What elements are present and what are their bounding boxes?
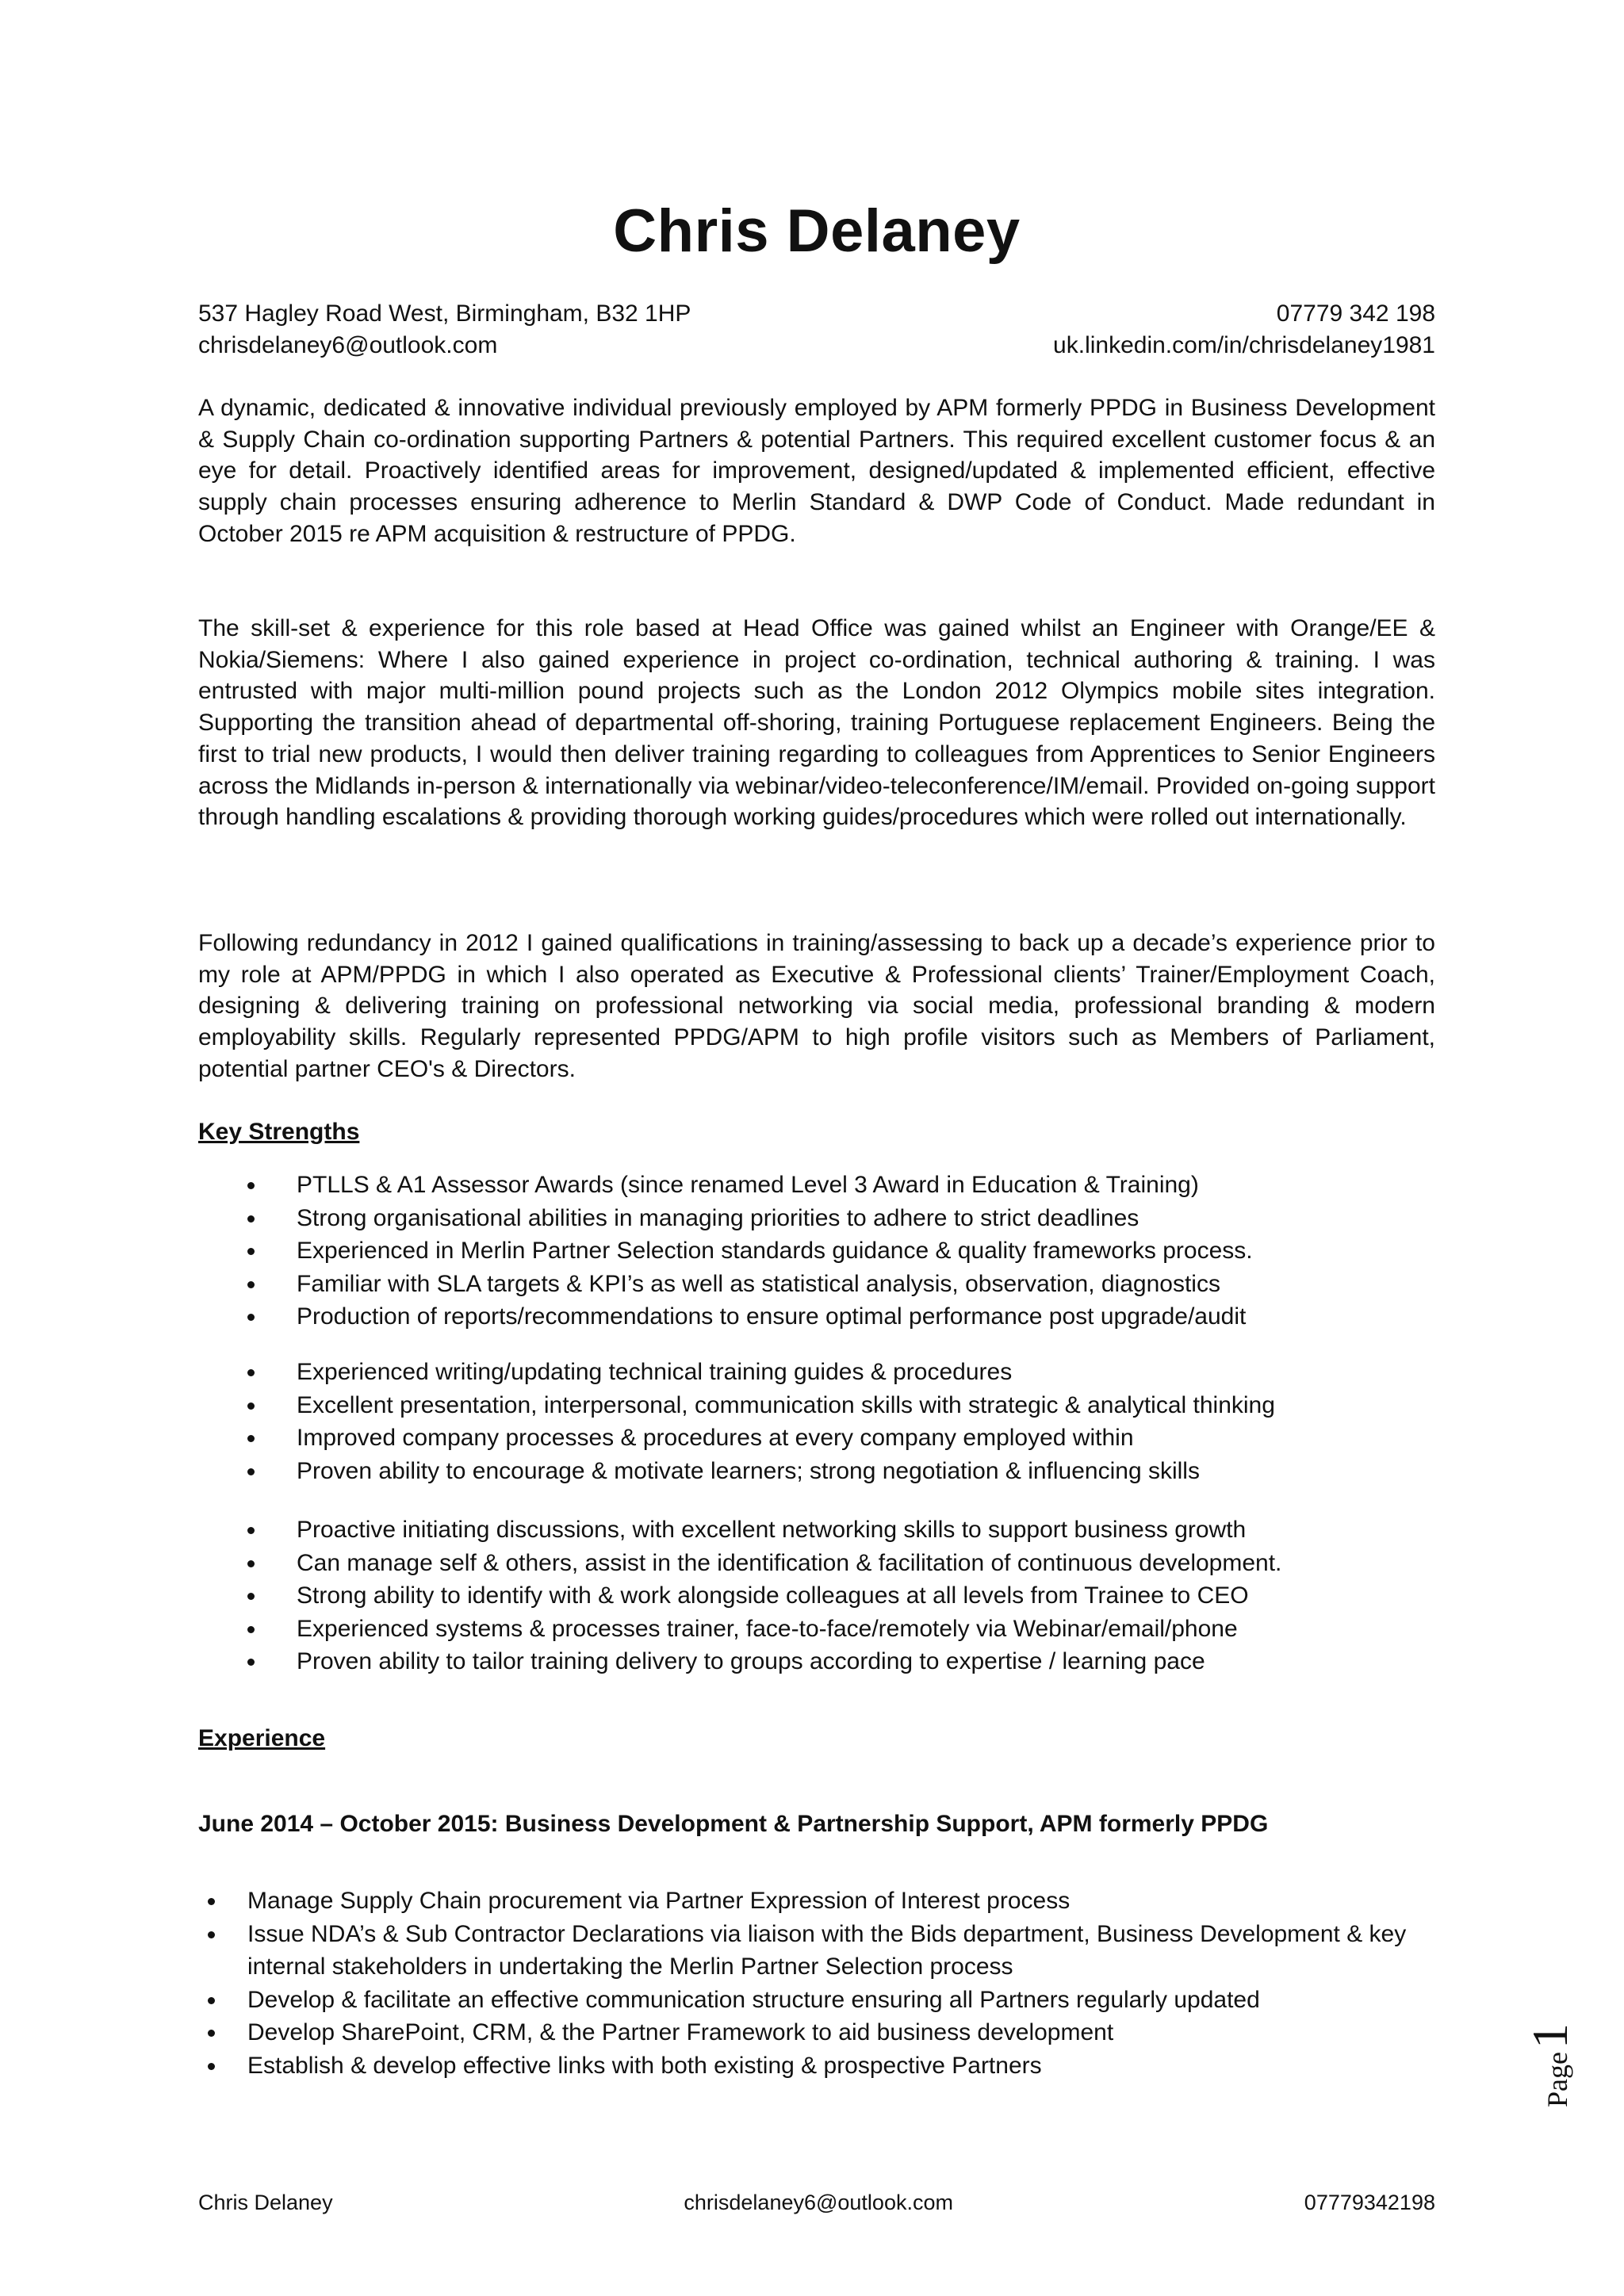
email: chrisdelaney6@outlook.com — [198, 332, 498, 358]
list-item: Issue NDA’s & Sub Contractor Declarations via liaison with the Bids department, Business Development & key internal stakeholders in undertaking the Merlin Partner Selection process — [198, 1918, 1435, 1984]
list-item: Experienced writing/updating technical training guides & procedures — [198, 1356, 1435, 1389]
bullet-icon — [208, 1898, 215, 1905]
list-item: Experienced systems & processes trainer, face-to-face/remotely via Webinar/email/phone — [198, 1613, 1435, 1646]
job-duties-list — [198, 1885, 1435, 2082]
page-label: Page — [1542, 2052, 1573, 2107]
footer-phone: 07779342198 — [1304, 2191, 1435, 2214]
bullet-icon — [247, 1468, 255, 1475]
bullet-icon — [247, 1182, 255, 1189]
linkedin: uk.linkedin.com/in/chrisdelaney1981 — [1053, 332, 1435, 358]
experience-heading: Experience — [198, 1725, 326, 1751]
job-title: June 2014 – October 2015: Business Development & Partnership Support, APM formerly PPDG — [198, 1811, 1269, 1837]
summary-paragraph-2: The skill-set & experience for this role based at Head Office was gained whilst an Engineer with Orange/EE & Nokia/Siemens: Where I also gained experience in project co-ordination, technical authoring & training. I was entrusted with major multi-million pound projects such as the London 2012 Olympics mobile sites integration. Supporting the transition ahead of departmental off-shoring, training Portuguese replacement Engineers. Being the first to trial new products, I would then deliver training regarding to colleagues from Apprentices to Senior Engineers across the Midlands in-person & internationally via webinar/video-teleconference/IM/email. Provided on-going support through handling escalations & providing thorough working guides/procedures which were rolled out internationally. — [198, 615, 1435, 831]
list-item: Production of reports/recommendations to ensure optimal performance post upgrade/audit — [198, 1300, 1435, 1334]
bullet-icon — [247, 1593, 255, 1600]
footer-name: Chris Delaney — [198, 2191, 333, 2214]
summary-paragraph-1: A dynamic, dedicated & innovative individual previously employed by APM formerly PPDG in Business Development & Supply Chain co-ordination supporting Partners & potential Partners. This required excellent customer focus & an eye for detail. Proactively identified areas for improvement, designed/updated & implemented efficient, effective supply chain processes ensuring adherence to Merlin Standard & DWP Code of Conduct. Made redundant in October 2015 re APM acquisition & restructure of PPDG. — [198, 395, 1435, 547]
list-item: Proven ability to tailor training delivery to groups according to expertise / learning pace — [198, 1645, 1435, 1678]
list-item: Strong ability to identify with & work alongside colleagues at all levels from Trainee to CEO — [198, 1579, 1435, 1613]
list-item: Strong organisational abilities in managing priorities to adhere to strict deadlines — [198, 1202, 1435, 1235]
bullet-icon — [247, 1215, 255, 1223]
list-item: PTLLS & A1 Assessor Awards (since renamed Level 3 Award in Education & Training) — [198, 1169, 1435, 1202]
strengths-group-1 — [198, 1169, 1435, 1334]
bullet-icon — [247, 1527, 255, 1534]
contact-row-2 — [198, 330, 1435, 362]
bullet-icon — [247, 1626, 255, 1633]
bullet-icon — [247, 1402, 255, 1410]
footer-email: chrisdelaney6@outlook.com — [684, 2191, 953, 2214]
list-item: Proactive initiating discussions, with excellent networking skills to support business growth — [198, 1513, 1435, 1547]
list-item: Excellent presentation, interpersonal, communication skills with strategic & analytical thinking — [198, 1389, 1435, 1422]
bullet-icon — [247, 1248, 255, 1255]
list-item: Manage Supply Chain procurement via Partner Expression of Interest process — [198, 1885, 1435, 1918]
bullet-icon — [247, 1369, 255, 1376]
phone: 07779 342 198 — [1276, 300, 1435, 327]
strengths-group-2 — [198, 1356, 1435, 1487]
bullet-icon — [247, 1560, 255, 1567]
page-number — [1515, 2018, 1586, 2113]
page-title: Chris Delaney — [613, 197, 1021, 265]
bullet-icon — [247, 1314, 255, 1321]
bullet-icon — [247, 1659, 255, 1666]
contact-row-1 — [198, 298, 1435, 330]
list-item: Experienced in Merlin Partner Selection standards guidance & quality frameworks process. — [198, 1234, 1435, 1268]
list-item: Familiar with SLA targets & KPI’s as well as statistical analysis, observation, diagnostics — [198, 1268, 1435, 1301]
page-number-value: 1 — [1522, 2023, 1578, 2049]
summary-paragraph-3: Following redundancy in 2012 I gained qualifications in training/assessing to back up a decade’s experience prior to my role at APM/PPDG in which I also operated as Executive & Professional clients’ Trainer/Employment Coach, designing & delivering training on professional networking via social media, professional branding & modern employability skills. Regularly represented PPDG/APM to high profile visitors such as Members of Parliament, potential partner CEO's & Directors. — [198, 930, 1435, 1082]
list-item: Establish & develop effective links with both existing & prospective Partners — [198, 2049, 1435, 2083]
bullet-icon — [208, 2063, 215, 2070]
footer — [198, 2188, 1435, 2217]
address: 537 Hagley Road West, Birmingham, B32 1HP — [198, 300, 691, 327]
bullet-icon — [247, 1435, 255, 1442]
bullet-icon — [208, 2030, 215, 2037]
list-item: Can manage self & others, assist in the identification & facilitation of continuous development. — [198, 1547, 1435, 1580]
bullet-icon — [208, 1931, 215, 1938]
list-item: Develop SharePoint, CRM, & the Partner Framework to aid business development — [198, 2016, 1435, 2049]
key-strengths-heading: Key Strengths — [198, 1119, 360, 1145]
bullet-icon — [247, 1281, 255, 1288]
bullet-icon — [208, 1997, 215, 2004]
list-item: Improved company processes & procedures at every company employed within — [198, 1422, 1435, 1455]
list-item: Proven ability to encourage & motivate learners; strong negotiation & influencing skills — [198, 1455, 1435, 1488]
list-item: Develop & facilitate an effective communication structure ensuring all Partners regularly updated — [198, 1984, 1435, 2017]
strengths-group-3 — [198, 1513, 1435, 1678]
